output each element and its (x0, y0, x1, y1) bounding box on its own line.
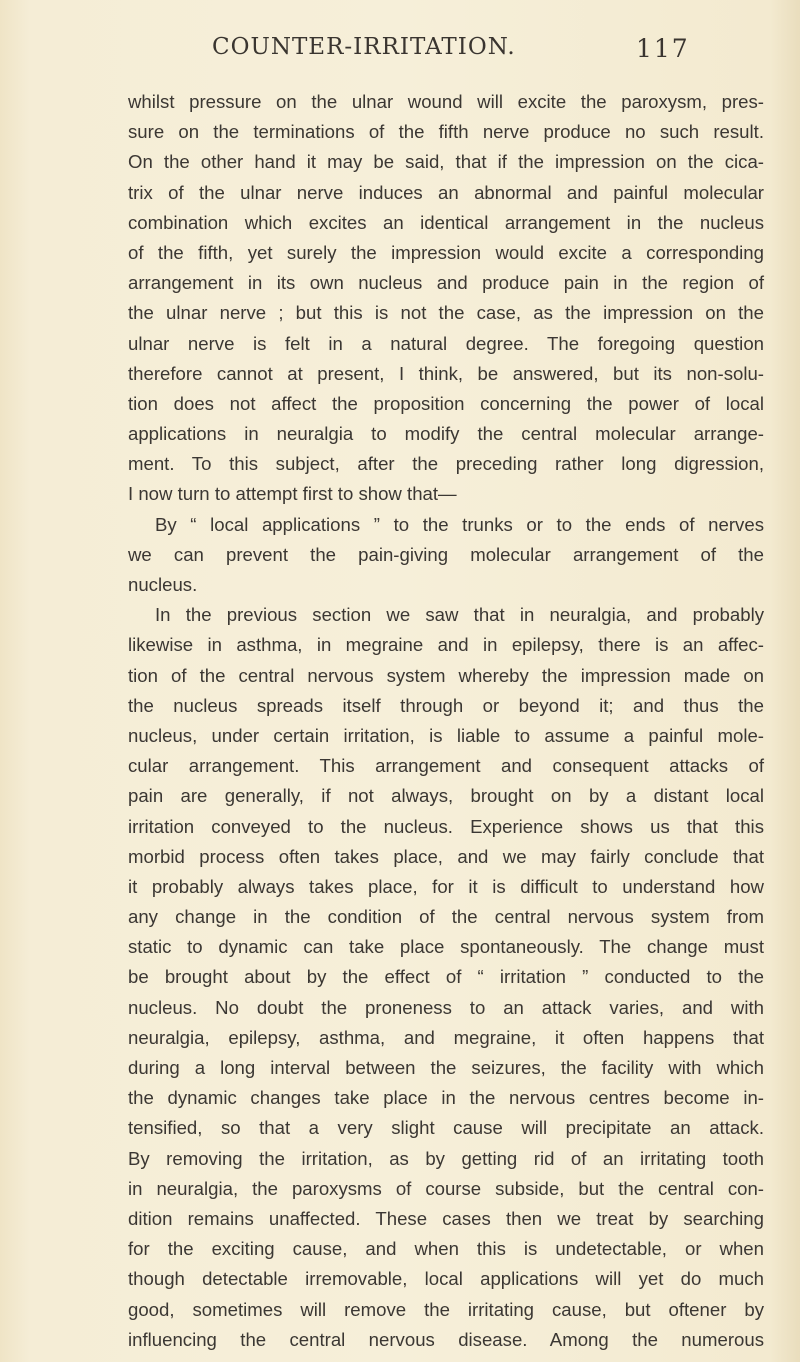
text-line: nucleus. (128, 574, 198, 595)
text-line: irritation conveyed to the nucleus. Experience shows us that this (128, 815, 764, 837)
running-title: COUNTER-IRRITATION. (212, 34, 516, 60)
text-line: likewise in asthma, in megraine and in epilepsy, there is an affec- (128, 634, 764, 656)
text-line: arrangement in its own nucleus and produce pain in the region of (128, 272, 764, 294)
text-line: sure on the terminations of the fifth nerve produce no such result. (128, 121, 764, 143)
text-line: in neuralgia, the paroxysms of course subside, but the central con- (128, 1177, 764, 1199)
text-line: trix of the ulnar nerve induces an abnormal and painful molecular (128, 181, 764, 203)
text-line: By “ local applications ” to the trunks or to the ends of nerves (155, 513, 764, 535)
text-line: influencing the central nervous disease. Among the numerous (128, 1328, 764, 1350)
text-line: By removing the irritation, as by getting rid of an irritating tooth (128, 1147, 764, 1169)
text-line: nucleus. No doubt the proneness to an attack varies, and with (128, 996, 764, 1018)
text-line: good, sometimes will remove the irritating cause, but oftener by (128, 1298, 764, 1320)
text-line: applications in neuralgia to modify the central molecular arrange- (128, 423, 764, 445)
text-line: tion of the central nervous system whereby the impression made on (128, 664, 764, 686)
page-number: 117 (636, 34, 690, 63)
text-line: the nucleus spreads itself through or beyond it; and thus the (128, 694, 764, 716)
text-line: nucleus, under certain irritation, is liable to assume a painful mole- (128, 724, 764, 746)
text-line: we can prevent the pain-giving molecular arrangement of the (128, 543, 764, 565)
text-line: though detectable irremovable, local applications will yet do much (128, 1268, 764, 1290)
page-header (0, 34, 800, 74)
text-line: On the other hand it may be said, that if the impression on the cica- (128, 151, 764, 173)
text-line: cular arrangement. This arrangement and consequent attacks of (128, 755, 764, 777)
text-line: therefore cannot at present, I think, be answered, but its non-solu- (128, 362, 764, 384)
text-line: the ulnar nerve ; but this is not the case, as the impression on the (128, 302, 764, 324)
text-line: it probably always takes place, for it is difficult to understand how (128, 875, 764, 897)
text-line: I now turn to attempt first to show that— (128, 483, 457, 505)
text-line: ment. To this subject, after the preceding rather long digression, (128, 453, 764, 475)
text-line: combination which excites an identical arrangement in the nucleus (128, 211, 764, 233)
text-line: In the previous section we saw that in neuralgia, and probably (155, 604, 764, 626)
text-line: morbid process often takes place, and we may fairly conclude that (128, 845, 764, 867)
text-line: any change in the condition of the central nervous system from (128, 906, 764, 928)
text-line: tensified, so that a very slight cause will precipitate an attack. (128, 1117, 764, 1139)
text-line: whilst pressure on the ulnar wound will excite the paroxysm, pres- (128, 91, 764, 112)
text-line: be brought about by the effect of “ irritation ” conducted to the (128, 966, 764, 988)
body-text (128, 87, 764, 1355)
text-line: during a long interval between the seizures, the facility with which (128, 1057, 764, 1078)
text-line: static to dynamic can take place spontaneously. The change must (128, 936, 764, 958)
text-line: neuralgia, epilepsy, asthma, and megraine, it often happens that (128, 1026, 764, 1048)
text-line: the dynamic changes take place in the nervous centres become in- (128, 1087, 764, 1109)
text-line: of the fifth, yet surely the impression would excite a corresponding (128, 241, 764, 263)
text-line: for the exciting cause, and when this is undetectable, or when (128, 1238, 764, 1260)
text-line: tion does not affect the proposition concerning the power of local (128, 392, 764, 414)
text-line: pain are generally, if not always, brought on by a distant local (128, 785, 764, 807)
text-line: ulnar nerve is felt in a natural degree. The foregoing question (128, 332, 764, 354)
text-line: dition remains unaffected. These cases then we treat by searching (128, 1207, 764, 1229)
